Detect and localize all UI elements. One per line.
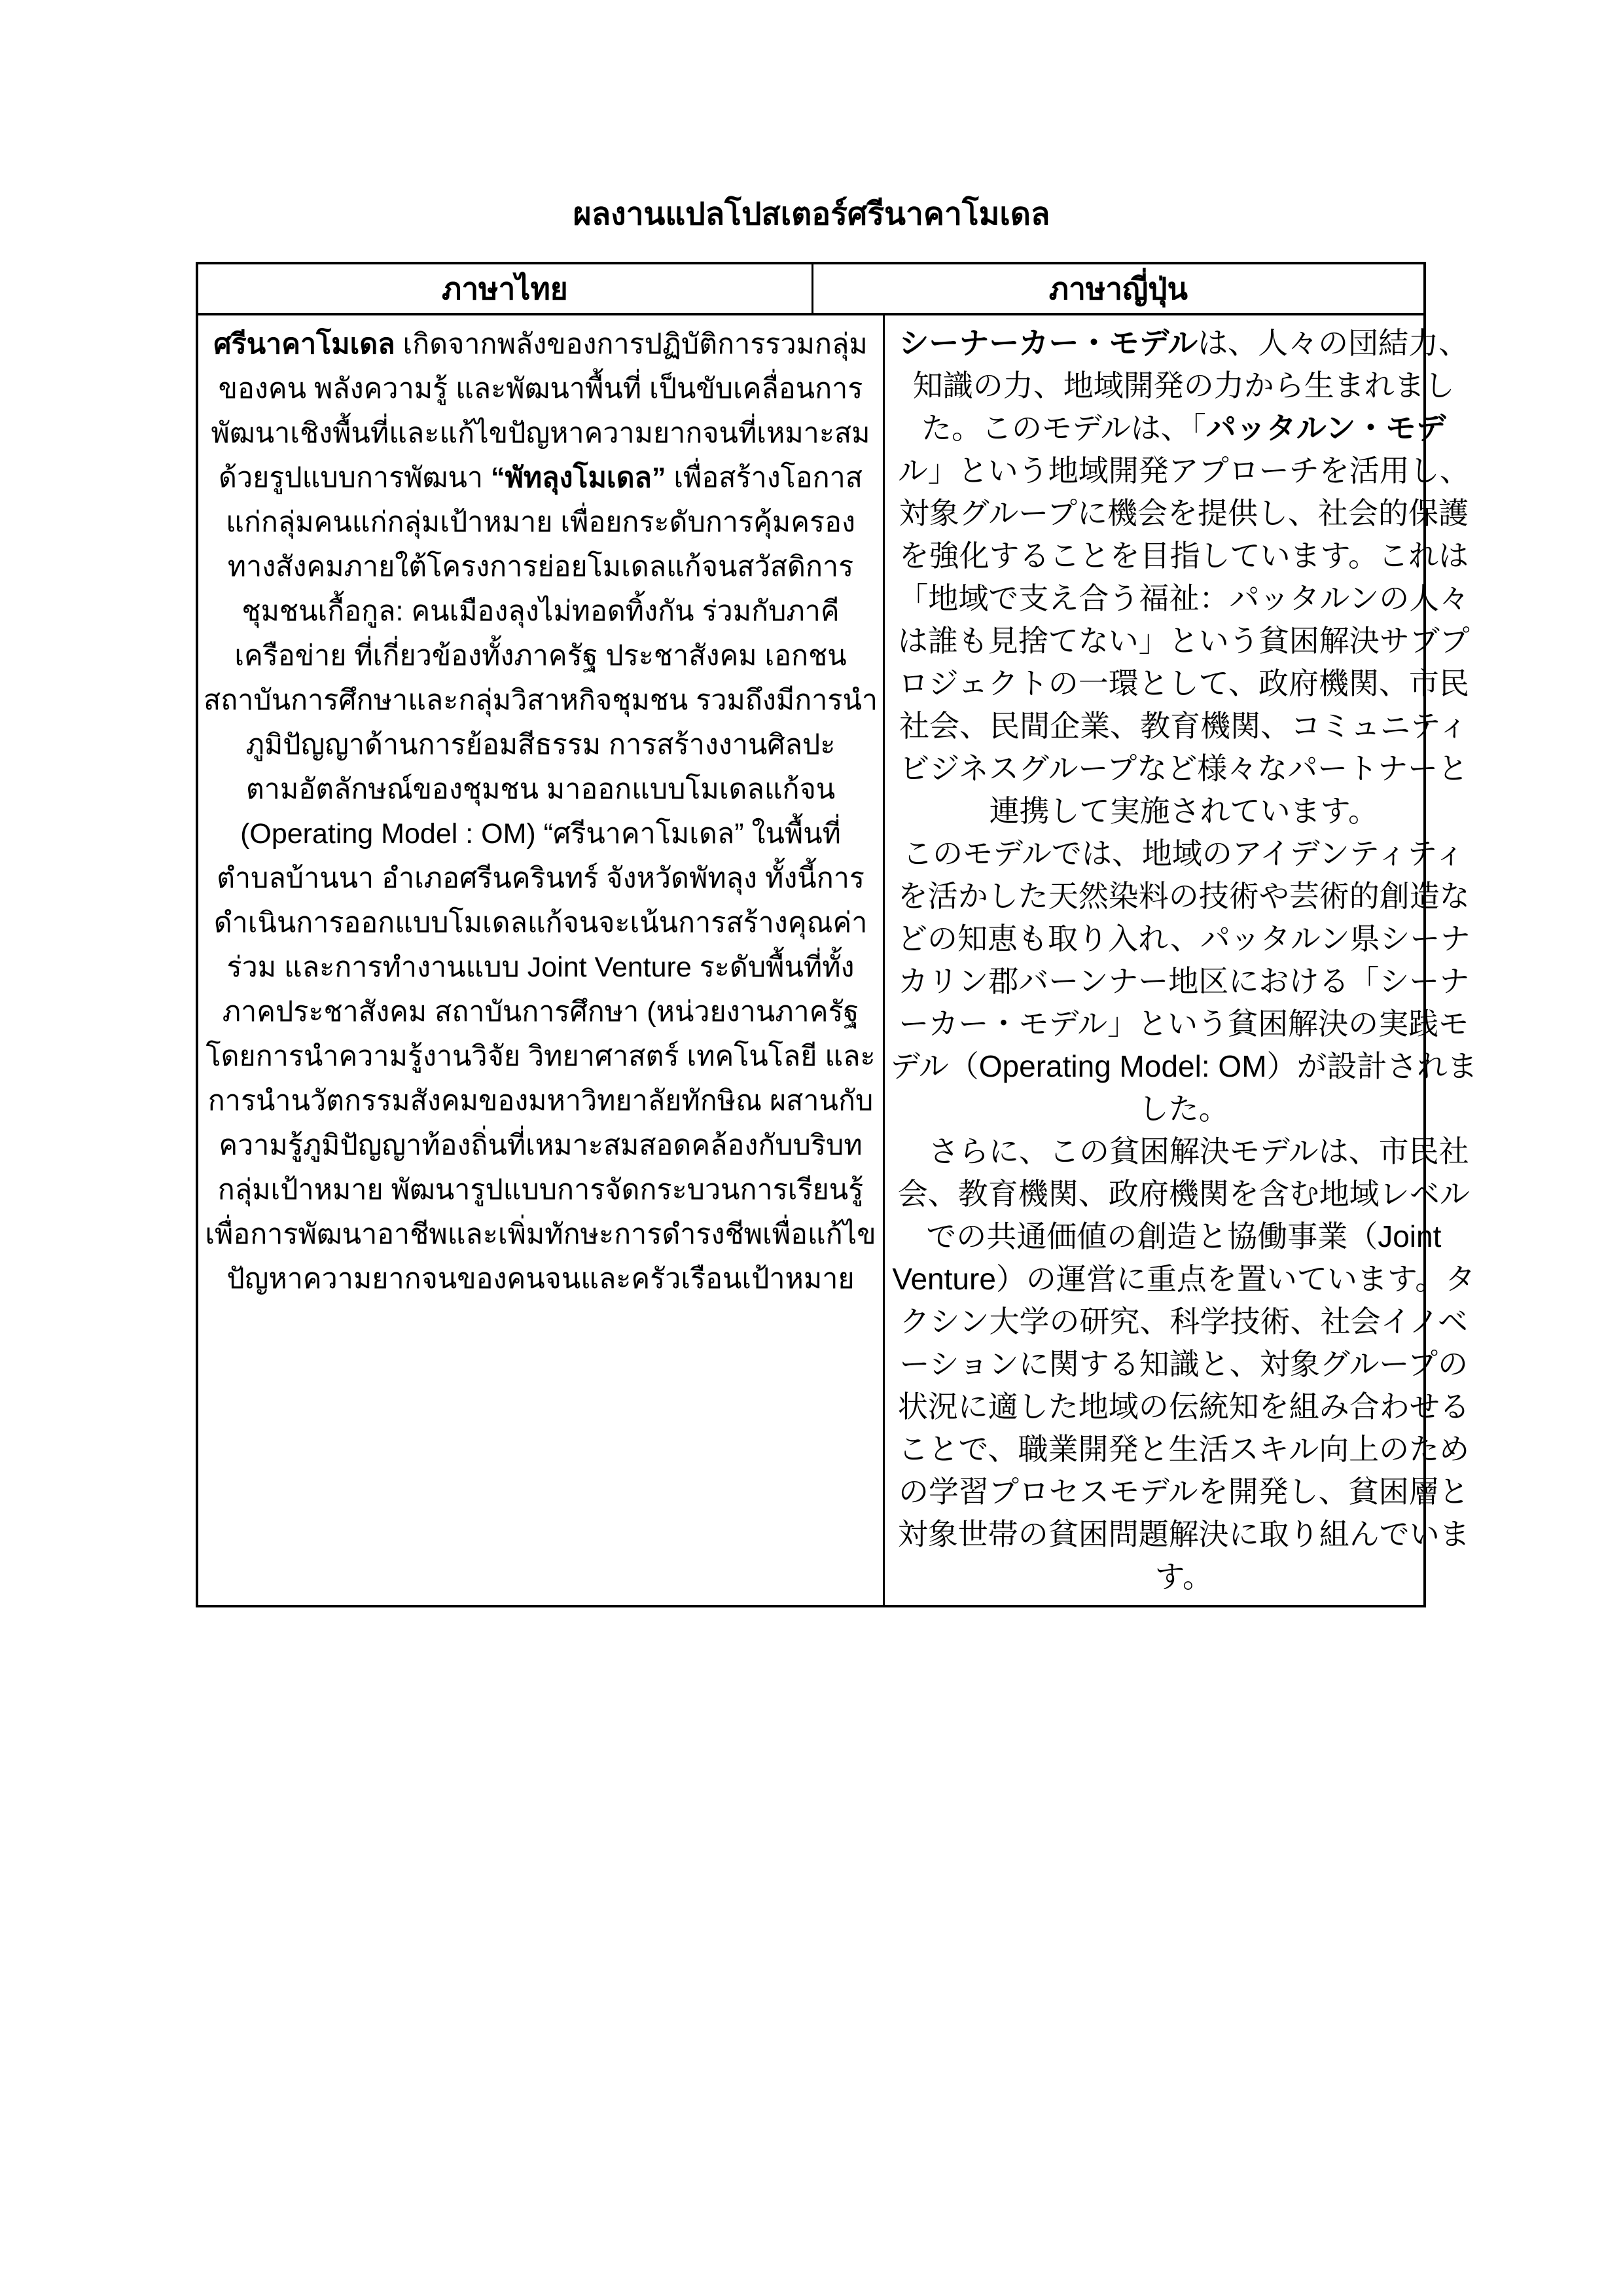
text-line (204, 411, 878, 456)
text-segment: เครือข่าย ที่เกี่ยวข้องทั้งภาครัฐ ประชาสังคม เอกชน (234, 640, 847, 672)
text-segment: เพื่อการพัฒนาอาชีพและเพิ่มทักษะการดำรงชีพเพื่อแก้ไข (205, 1219, 876, 1250)
text-line (890, 747, 1477, 790)
text-segment: ภูมิปัญญาด้านการย้อมสีธรรม การสร้างงานศิลปะ (245, 729, 836, 761)
text-segment: ）の運営に重点を置いています。タ (995, 1261, 1476, 1297)
text-line (204, 1168, 878, 1212)
text-segment: 「地域で支え合う福祉：パッタルンの人々 (898, 581, 1470, 616)
column-header-japanese: ภาษาญี่ปุ่น (1048, 271, 1188, 306)
text-segment: ดำเนินการออกแบบโมเดลแก้จนจะเน้นการสร้างคุณค่า (213, 907, 868, 939)
text-line (204, 945, 878, 990)
text-line (890, 1343, 1477, 1386)
emphasized-text: “พัทลุงโมเดล” (490, 462, 666, 493)
text-segment: した。 (1138, 1091, 1229, 1126)
text-line (890, 790, 1477, 833)
text-line (890, 705, 1477, 747)
text-line (204, 990, 878, 1034)
text-segment: は誰も見捨てない」という貧困解決サブプ (897, 623, 1470, 658)
text-segment: 状況に適した地域の伝統知を組み合わせる (897, 1389, 1470, 1424)
text-line (890, 535, 1477, 577)
text-segment: ภาคประชาสังคม สถาบันการศึกษา (หน่วยงานภาครัฐ (222, 996, 859, 1028)
text-line (890, 450, 1477, 492)
text-segment: ロジェクトの一環として、政府機関、市民 (898, 666, 1469, 701)
text-line (890, 407, 1477, 450)
text-line (204, 1079, 878, 1123)
text-segment: ชุมชนเกื้อกูล: คนเมืองลุงไม่ทอดทิ้งกัน ร่วมกับภาคี (241, 596, 840, 627)
text-segment: 対象世帯の貧困問題解決に取り組んでいま (897, 1516, 1470, 1552)
text-segment: を活かした天然染料の技術や芸術的創造な (897, 878, 1470, 914)
text-line (204, 812, 878, 856)
text-segment: 対象グループに機会を提供し、社会的保護 (899, 495, 1469, 531)
text-segment: เกิดจากพลังของการปฏิบัติการรวมกลุ่ม (395, 329, 868, 360)
text-segment: ことで、職業開発と生活スキル向上のため (898, 1431, 1470, 1467)
text-line (890, 1173, 1477, 1215)
text-line (890, 1428, 1477, 1471)
text-segment: す。 (1154, 1559, 1213, 1594)
text-segment: กลุ่มเป้าหมาย พัฒนารูปแบบการจัดกระบวนการเรียนรู้ (217, 1174, 864, 1206)
text-segment: た。このモデルは、「 (921, 410, 1206, 446)
text-segment: (Operating Model : OM) “ศรีนาคาโมเดล” ในพื้นที่ (240, 818, 841, 850)
text-segment: การนำนวัตกรรมสังคมของมหาวิทยาลัยทักษิณ ผสานกับ (207, 1085, 874, 1117)
text-line (204, 1034, 878, 1079)
text-line (204, 545, 878, 589)
text-line (890, 492, 1477, 535)
text-segment: พัฒนาเชิงพื้นที่และแก้ไขปัญหาความยากจนที่เหมาะสม (211, 418, 870, 449)
text-line (204, 322, 878, 367)
text-line (204, 901, 878, 945)
text-line (890, 833, 1477, 875)
text-segment: ของคน พลังความรู้ และพัฒนาพื้นที่ เป็นขับเคลื่อนการ (218, 373, 863, 404)
text-line (204, 1257, 878, 1301)
text-line (204, 500, 878, 545)
text-segment: カリン郡バーンナー地区における「シーナ (898, 963, 1470, 999)
table-body-row (198, 315, 1478, 1605)
text-line (890, 577, 1477, 620)
text-segment: ร่วม และการทำงานแบบ Joint Venture ระดับพื้นที่ทั้ง (226, 952, 855, 983)
text-segment: ビジネスグループなど様々なパートナーと (899, 751, 1469, 786)
column-header-thai: ภาษาไทย (198, 264, 813, 313)
emphasized-text: パッタルン・モデ (1205, 410, 1446, 446)
text-segment: 連携して実施されています。 (989, 793, 1378, 829)
text-segment: さらに、この貧困解決モデルは、市民社 (898, 1134, 1469, 1169)
text-line (890, 1045, 1477, 1088)
text-segment: ทางสังคมภายใต้โครงการย่อยโมเดลแก้จนสวัสดิการ (227, 551, 854, 583)
text-line (204, 1123, 878, 1168)
text-line (890, 1513, 1477, 1556)
text-segment: Operating Model: OM (978, 1049, 1267, 1083)
text-line (204, 634, 878, 678)
text-segment: ）が設計されま (1266, 1049, 1478, 1084)
text-segment: ーカー・モデル」という貧困解決の実践モ (899, 1006, 1469, 1041)
text-line (890, 1215, 1477, 1258)
text-line (890, 875, 1477, 918)
text-segment: โดยการนำความรู้งานวิจัย วิทยาศาสตร์ เทคโนโลยี และ (205, 1041, 876, 1072)
text-line (890, 1003, 1477, 1045)
text-line (890, 365, 1477, 407)
emphasized-text: シーナーカー・モデル (899, 325, 1198, 361)
text-segment: เพื่อสร้างโอกาส (666, 462, 863, 493)
text-line (890, 1130, 1477, 1173)
text-segment: ความรู้ภูมิปัญญาท้องถิ่นที่เหมาะสมสอดคล้องกับบริบท (219, 1130, 863, 1161)
text-line (204, 856, 878, 901)
text-line (890, 1258, 1477, 1300)
text-segment: ด้วยรูปแบบการพัฒนา (219, 462, 491, 493)
text-segment: 社会、民間企業、教育機関、コミュニティ (899, 708, 1469, 744)
text-line (890, 1471, 1477, 1513)
text-line (204, 367, 878, 411)
text-line (204, 678, 878, 723)
text-line (890, 918, 1477, 960)
thai-text-cell (198, 315, 885, 1605)
text-segment: での共通価値の創造と協働事業（ (926, 1219, 1378, 1254)
text-line (890, 1556, 1477, 1598)
text-segment: デル（ (890, 1049, 979, 1084)
text-segment: ตำบลบ้านนา อำเภอศรีนครินทร์ จังหวัดพัทลุง ทั้งนี้การ (217, 863, 865, 894)
text-segment: 会、教育機関、政府機関を含む地域レベル (897, 1176, 1470, 1211)
emphasized-text: ศรีนาคาโมเดล (213, 329, 395, 360)
text-segment: ル」という地域開発アプローチを活用し、 (897, 453, 1470, 488)
text-line (204, 1212, 878, 1257)
text-segment: ตามอัตลักษณ์ของชุมชน มาออกแบบโมเดลแก้จน (245, 774, 836, 805)
text-line (204, 589, 878, 634)
text-segment: を強化することを目指しています。これは (899, 538, 1469, 573)
text-line (890, 620, 1477, 662)
text-line (890, 960, 1477, 1003)
text-line (204, 723, 878, 767)
text-segment: ーションに関する知識と、対象グループの (899, 1346, 1469, 1382)
text-segment: ปัญหาความยากจนของคนจนและครัวเรือนเป้าหมาย (226, 1263, 855, 1295)
text-segment: Venture (892, 1262, 996, 1296)
document-title: ผลงานแปลโปสเตอร์ศรีนาคาโมเดล (573, 197, 1050, 232)
text-segment: クシン大学の研究、科学技術、社会イノベ (899, 1304, 1468, 1339)
text-segment: どの知恵も取り入れ、パッタルン県シーナ (897, 921, 1471, 956)
text-line (204, 456, 878, 500)
text-segment: แก่กลุ่มคนแก่กลุ่มเป้าหมาย เพื่อยกระดับการคุ้มครอง (226, 507, 855, 538)
japanese-text-cell (885, 315, 1482, 1605)
text-segment: の学習プロセスモデルを開発し、貧困層と (898, 1474, 1469, 1509)
text-segment: このモデルでは、地域のアイデンティティ (902, 836, 1465, 871)
text-line (890, 1386, 1477, 1428)
text-segment: Joint (1378, 1219, 1442, 1253)
translation-table (196, 262, 1478, 1607)
text-line (890, 1088, 1477, 1130)
text-line (890, 322, 1477, 365)
text-segment: 知識の力、地域開発の力から生まれまし (912, 368, 1455, 403)
table-header-row (198, 264, 1423, 315)
text-line (204, 767, 878, 812)
text-segment: สถาบันการศึกษาและกลุ่มวิสาหกิจชุมชน รวมถึงมีการนำ (204, 685, 878, 716)
text-segment: は、人々の団結力、 (1198, 325, 1469, 361)
text-line (890, 1300, 1477, 1343)
text-line (890, 662, 1477, 705)
